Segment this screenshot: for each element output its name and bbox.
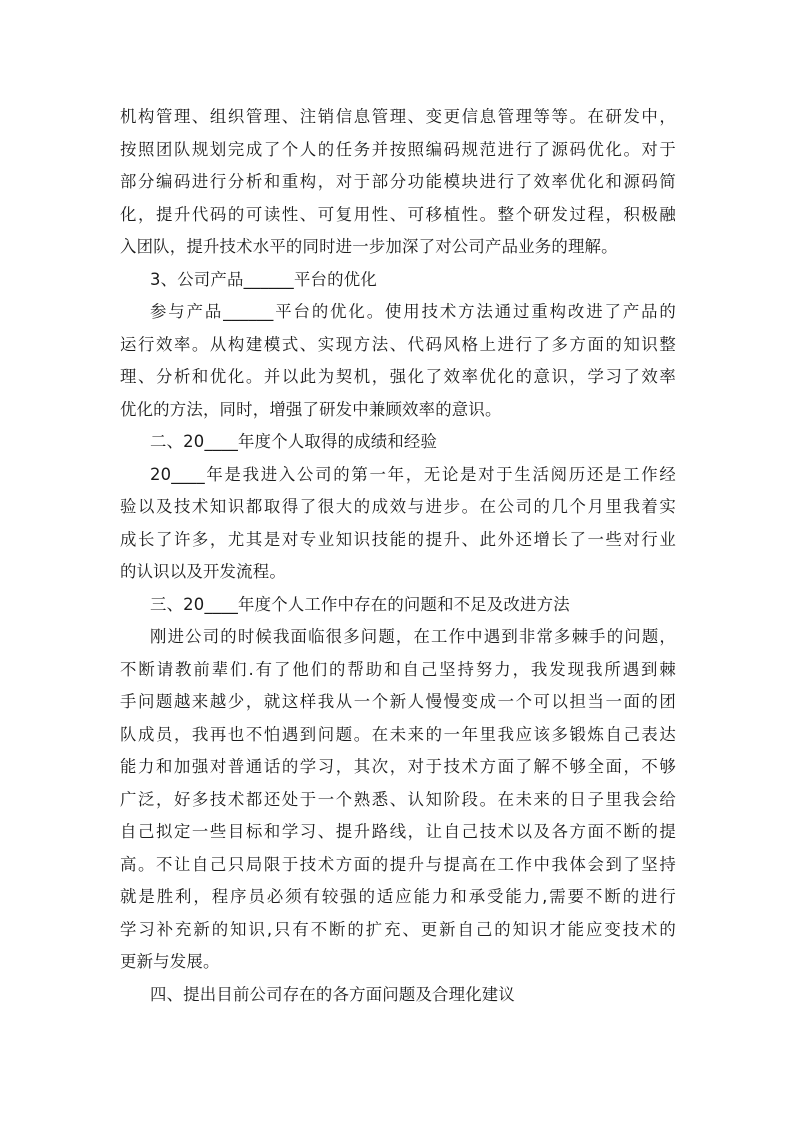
paragraph-line: 理、分析和优化。并以此为契机，强化了效率优化的意识，学习了效率 (120, 367, 676, 386)
paragraph-line: 更新与发展。 (120, 952, 220, 971)
paragraph-line: 学习补充新的知识,只有不断的扩充、更新自己的知识才能应变技术的 (120, 919, 676, 939)
paragraph-line: 刚进公司的时候我面临很多问题，在工作中遇到非常多棘手的问题， (150, 627, 676, 646)
paragraph-line: 自己拟定一些目标和学习、提升路线，让自己技术以及各方面不断的提 (120, 822, 676, 841)
paragraph-line: 队成员，我再也不怕遇到问题。在未来的一年里我应该多锻炼自己表达 (120, 724, 676, 744)
paragraph-line: 手问题越来越少，就这样我从一个新人慢慢变成一个可以担当一面的团 (120, 692, 676, 711)
paragraph-line: 的认识以及开发流程。 (120, 562, 286, 581)
paragraph-line: 化，提升代码的可读性、可复用性、可移植性。整个研发过程，积极融 (120, 204, 676, 224)
paragraph-line: 运行效率。从构建模式、实现方法、代码风格上进行了多方面的知识整 (120, 334, 676, 354)
paragraph-line: 验以及技术知识都取得了很大的成效与进步。在公司的几个月里我着实 (120, 497, 676, 516)
paragraph-line: 机构管理、组织管理、注销信息管理、变更信息管理等等。在研发中， (120, 107, 676, 126)
section-heading: 四、提出目前公司存在的各方面问题及合理化建议 (150, 984, 515, 1004)
paragraph-line: 入团队，提升技术水平的同时进一步加深了对公司产品业务的理解。 (120, 237, 618, 256)
paragraph-line: 就是胜利，程序员必须有较强的适应能力和承受能力,需要不断的进行 (120, 887, 676, 906)
document-body (120, 101, 676, 1011)
section-heading: 三、20____年度个人工作中存在的问题和不足及改进方法 (150, 594, 570, 614)
paragraph-line: 优化的方法，同时，增强了研发中兼顾效率的意识。 (120, 399, 502, 419)
section-heading: 3、公司产品______平台的优化 (150, 269, 377, 289)
paragraph-line: 不断请教前辈们.有了他们的帮助和自己坚持努力，我发现我所遇到棘 (120, 659, 676, 679)
paragraph-line: 参与产品______平台的优化。使用技术方法通过重构改进了产品的 (150, 302, 676, 321)
paragraph-line: 20____年是我进入公司的第一年，无论是对于生活阅历还是工作经 (150, 464, 676, 484)
paragraph-line: 成长了许多，尤其是对专业知识技能的提升、此外还增长了一些对行业 (120, 529, 676, 549)
paragraph-line: 按照团队规划完成了个人的任务并按照编码规范进行了源码优化。对于 (120, 139, 676, 159)
section-heading: 二、20____年度个人取得的成绩和经验 (150, 432, 438, 451)
paragraph-line: 部分编码进行分析和重构，对于部分功能模块进行了效率优化和源码简 (120, 172, 676, 191)
paragraph-line: 高。不让自己只局限于技术方面的提升与提高在工作中我体会到了坚持 (120, 854, 676, 874)
paragraph-line: 广泛，好多技术都还处于一个熟悉、认知阶段。在未来的日子里我会给 (120, 789, 676, 809)
paragraph-line: 能力和加强对普通话的学习，其次，对于技术方面了解不够全面，不够 (120, 757, 676, 776)
